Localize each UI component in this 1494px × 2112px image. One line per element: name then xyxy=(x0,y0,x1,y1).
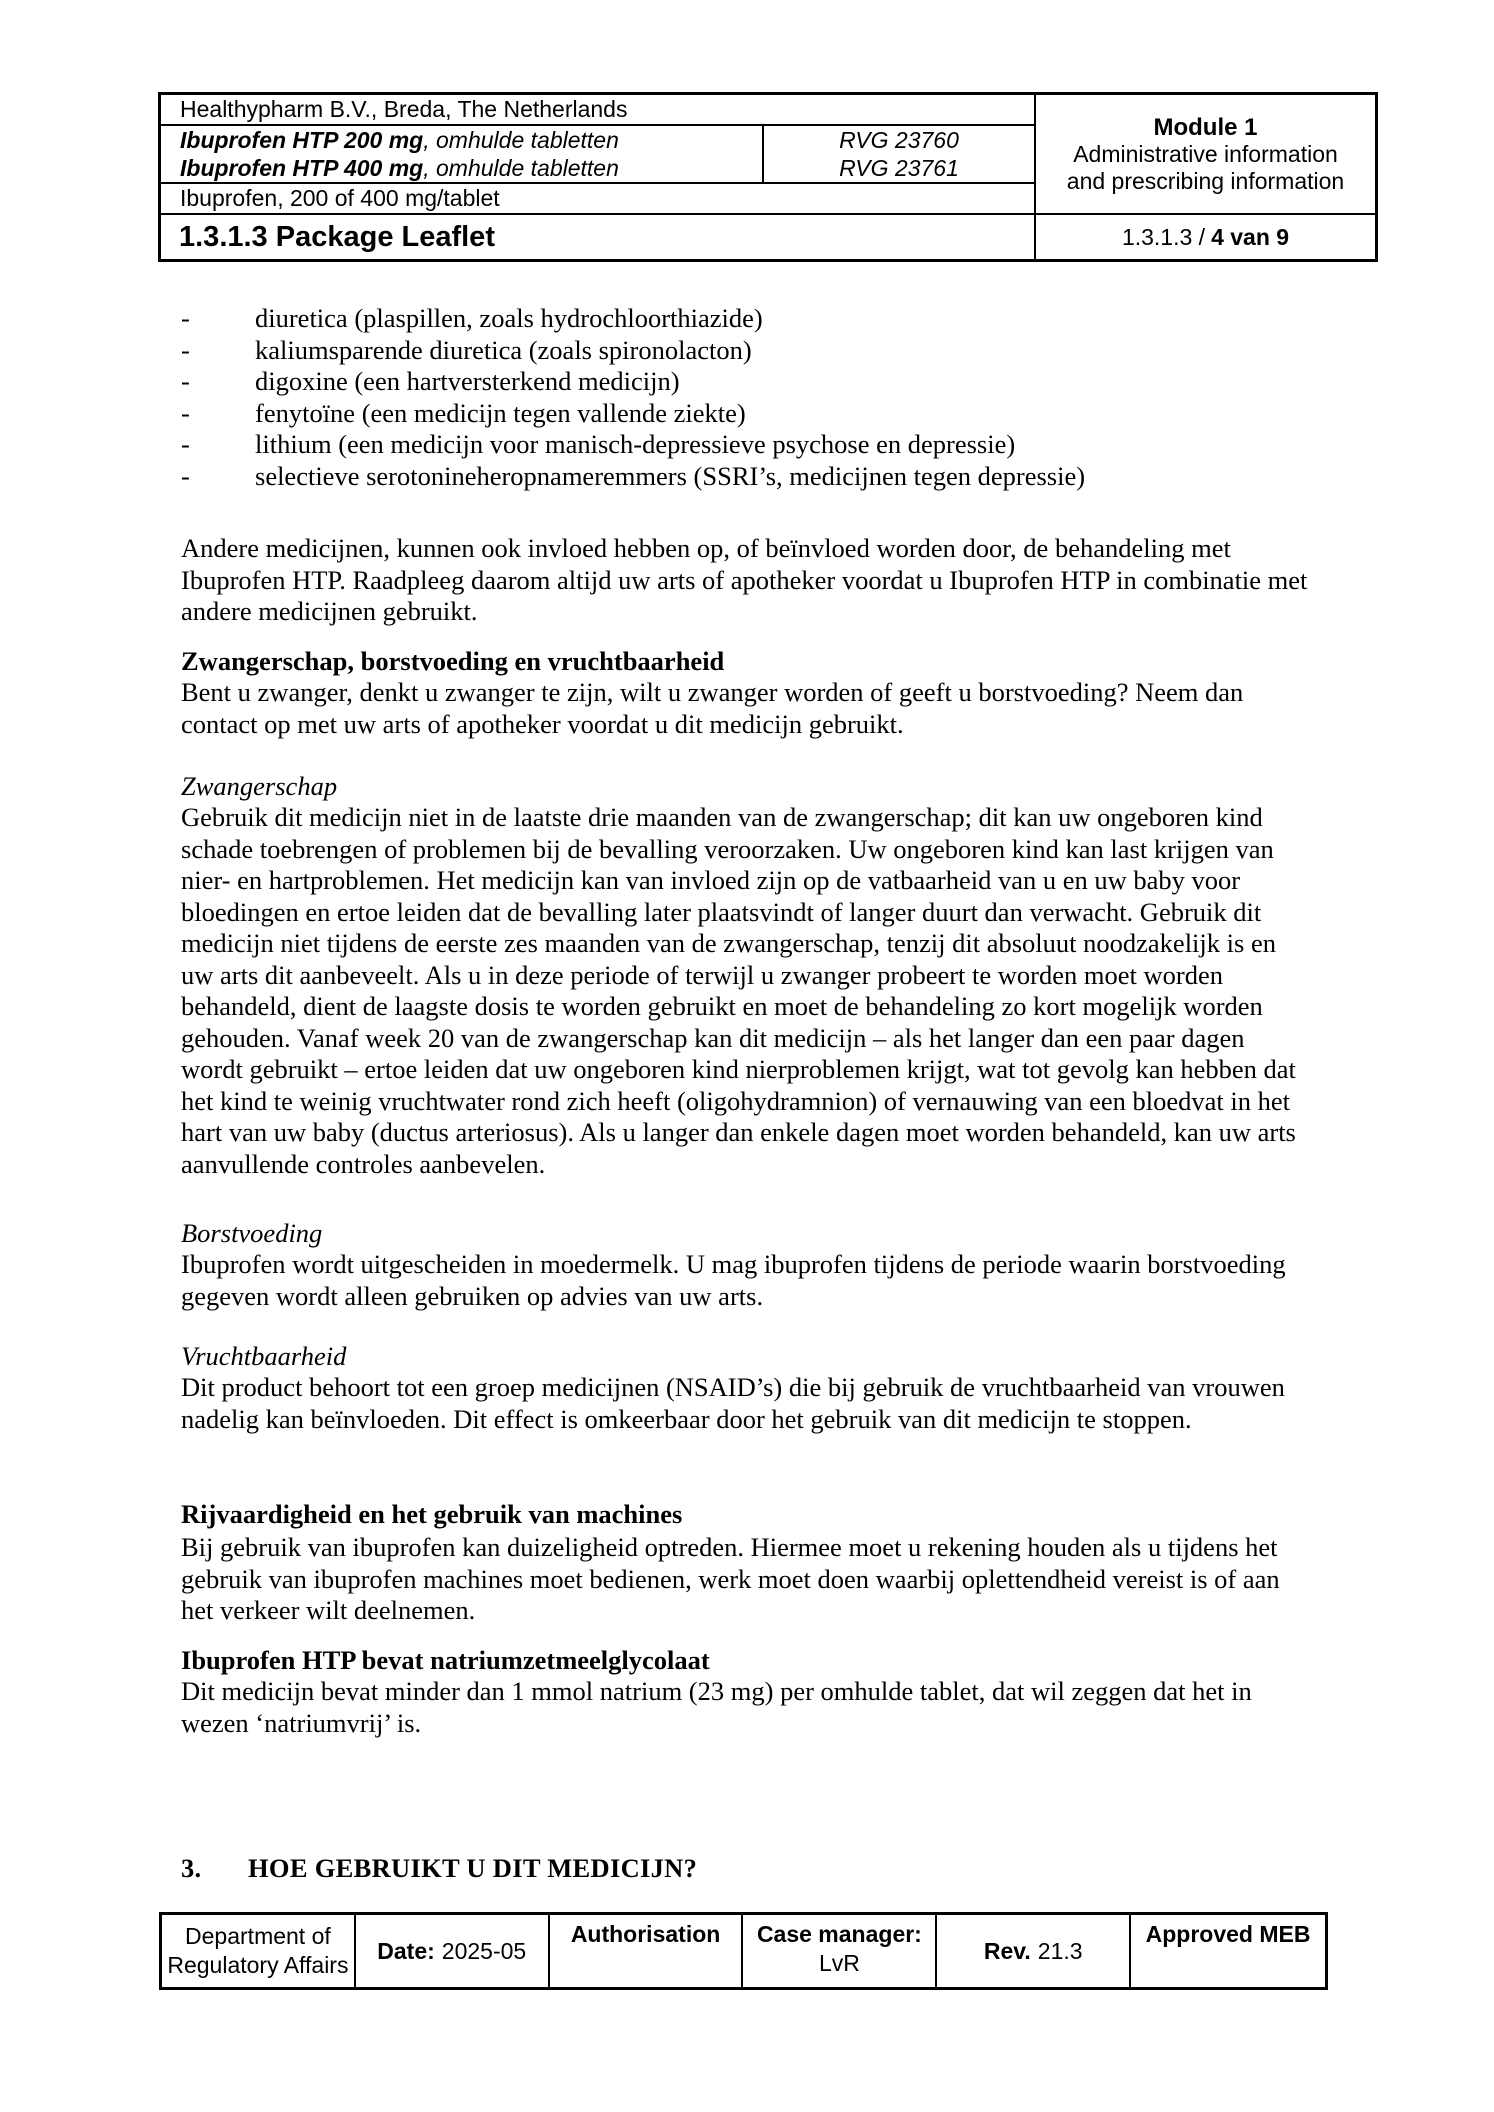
list-item-text: fenytoïne (een medicijn tegen vallende ziekte) xyxy=(255,397,746,428)
footer-date-cell xyxy=(356,1915,550,1987)
module-line1: Administrative information xyxy=(1073,140,1338,167)
footer-date-line xyxy=(377,1937,526,1966)
section-3-number: 3. xyxy=(181,1853,202,1883)
rvg-numbers-cell xyxy=(764,126,1036,184)
module-title: Module 1 xyxy=(1153,113,1258,141)
interaction-medicines-list xyxy=(181,303,1309,492)
product-names-cell xyxy=(161,126,764,184)
list-item-text: kaliumsparende diuretica (zoals spironolacton) xyxy=(255,334,752,365)
product2-name: Ibuprofen HTP 400 mg xyxy=(180,155,424,181)
list-item xyxy=(181,335,1309,367)
paragraph-borstvoeding: Ibuprofen wordt uitgescheiden in moedermelk. U mag ibuprofen tijdens de periode waarin borstvoeding gegeven wordt alleen gebruiken op advies van uw arts. xyxy=(181,1249,1286,1311)
list-dash: - xyxy=(181,303,190,333)
footer-department-cell xyxy=(162,1915,356,1987)
rvg-number-1: RVG 23760 xyxy=(839,127,959,153)
document-header-table xyxy=(158,92,1378,262)
paragraph-driving-machines: Bij gebruik van ibuprofen kan duizeligheid optreden. Hiermee moet u rekening houden als u tijdens het gebruik van ibuprofen machines moet bedienen, werk moet doen waarbij oplettendheid vereist is of aan het verkeer wilt deelnemen. xyxy=(181,1532,1280,1625)
authorisation-label: Authorisation xyxy=(570,1921,721,1947)
page-ref-prefix: 1.3.1.3 / xyxy=(1121,223,1206,250)
subheading-zwangerschap: Zwangerschap xyxy=(181,771,338,801)
list-item-text: selectieve serotonineheropnameremmers (SSRI’s, medicijnen tegen depressie) xyxy=(255,460,1086,491)
module-line2: and prescribing information xyxy=(1066,167,1345,194)
document-footer-table xyxy=(159,1912,1328,1990)
subheading-borstvoeding: Borstvoeding xyxy=(181,1218,323,1248)
product-line-2 xyxy=(180,154,762,182)
approved-label: Approved MEB xyxy=(1145,1921,1311,1947)
footer-approved-cell xyxy=(1131,1915,1325,1987)
date-value: 2025-05 xyxy=(441,1937,527,1964)
list-item xyxy=(181,303,1309,335)
case-manager-label: Case manager: xyxy=(756,1921,922,1947)
product1-name: Ibuprofen HTP 200 mg xyxy=(180,127,424,153)
product-line-1 xyxy=(180,126,762,154)
list-dash: - xyxy=(181,429,190,459)
paragraph-zwangerschap: Gebruik dit medicijn niet in de laatste drie maanden van de zwangerschap; dit kan uw ongeboren kind schade toebrengen of problemen bij de bevalling veroorzaken. Uw ongeboren kind kan last krijgen van nier- en hartproblemen. Het medicijn kan van invloed zijn op de vatbaarheid van u en uw baby voor bloedingen en ertoe leiden dat de bevalling later plaatsvindt of langer duurt dan verwacht. Gebruik dit medicijn niet tijdens de eerste zes maanden van de zwangerschap, tenzij dit absoluut noodzakelijk is en uw arts dit aanbeveelt. Als u in deze periode of terwijl u zwanger probeert te worden moet worden behandeld, dient de laagste dosis te worden gebruikt en moet de behandeling zo kort mogelijk worden gehouden. Vanaf week 20 van de zwangerschap kan dit medicijn – als het langer dan een paar dagen wordt gebruikt – ertoe leiden dat uw ongeboren kind nierproblemen krijgt, wat tot gevolg kan hebben dat het kind te weinig vruchtwater rond zich heeft (oligohydramnion) of vernauwing van een bloedvat in het hart van uw baby (ductus arteriosus). Als u langer dan enkele dagen moet worden behandeld, kan uw arts aanvullende controles aanbevelen. xyxy=(181,802,1296,1179)
rvg-number-2: RVG 23761 xyxy=(839,155,959,181)
product1-form: , omhulde tabletten xyxy=(423,127,619,153)
list-dash: - xyxy=(181,397,190,428)
subheading-vruchtbaarheid: Vruchtbaarheid xyxy=(181,1341,347,1371)
case-manager-value: LvR xyxy=(818,1950,860,1976)
product2-form: , omhulde tabletten xyxy=(423,155,619,181)
package-leaflet-row xyxy=(161,215,1036,259)
paragraph-pregnancy-intro: Bent u zwanger, denkt u zwanger te zijn, wilt u zwanger worden of geeft u borstvoeding? Neem dan contact op met uw arts of apotheker voordat u dit medicijn gebruikt. xyxy=(181,677,1244,739)
footer-rev-line xyxy=(984,1937,1083,1966)
list-item xyxy=(181,461,1309,493)
heading-driving-machines: Rijvaardigheid en het gebruik van machines xyxy=(181,1499,683,1529)
paragraph-other-medicines: Andere medicijnen, kunnen ook invloed hebben op, of beïnvloed worden door, de behandeling met Ibuprofen HTP. Raadpleeg daarom altijd uw arts of apotheker voordat u Ibuprofen HTP in combinatie met andere medicijnen gebruikt. xyxy=(181,533,1308,626)
company-cell xyxy=(161,95,1036,126)
heading-sodium-content: Ibuprofen HTP bevat natriumzetmeelglycolaat xyxy=(181,1645,710,1675)
list-item-text: lithium (een medicijn voor manisch-depressieve psychose en depressie) xyxy=(255,429,1016,459)
list-dash: - xyxy=(181,460,190,491)
list-item-text: digoxine (een hartversterkend medicijn) xyxy=(255,366,680,396)
substance-strength: Ibuprofen, 200 of 400 mg/tablet xyxy=(180,185,500,211)
list-dash: - xyxy=(181,334,190,365)
page-ref-cell xyxy=(1036,215,1375,259)
list-item-text: diuretica (plaspillen, zoals hydrochloorthiazide) xyxy=(255,303,763,333)
section-3-title: HOE GEBRUIKT U DIT MEDICIJN? xyxy=(248,1853,698,1883)
department-line1: Department of xyxy=(185,1923,331,1949)
rev-label: Rev. xyxy=(983,1937,1031,1964)
list-item xyxy=(181,429,1309,461)
substance-cell xyxy=(161,184,1036,215)
footer-case-manager-cell xyxy=(743,1915,937,1987)
heading-pregnancy-breastfeeding-fertility: Zwangerschap, borstvoeding en vruchtbaarheid xyxy=(181,646,725,676)
module-info-cell xyxy=(1036,95,1375,215)
list-dash: - xyxy=(181,366,190,396)
section-3-heading xyxy=(181,1853,1309,1885)
footer-revision-cell xyxy=(937,1915,1131,1987)
paragraph-vruchtbaarheid: Dit product behoort tot een groep medicijnen (NSAID’s) die bij gebruik de vruchtbaarheid van vrouwen nadelig kan beïnvloeden. Dit effect is omkeerbaar door het gebruik van dit medicijn te stoppen. xyxy=(181,1372,1285,1434)
date-label: Date: xyxy=(377,1937,435,1964)
list-item xyxy=(181,366,1309,398)
paragraph-sodium-content: Dit medicijn bevat minder dan 1 mmol natrium (23 mg) per omhulde tablet, dat wil zeggen dat het in wezen ‘natriumvrij’ is. xyxy=(181,1676,1252,1738)
company-name: Healthypharm B.V., Breda, The Netherlands xyxy=(180,96,628,122)
list-item xyxy=(181,398,1309,430)
package-leaflet-label: 1.3.1.3 Package Leaflet xyxy=(179,220,495,253)
department-line2: Regulatory Affairs xyxy=(167,1952,349,1978)
page-ref-page-number: 4 van 9 xyxy=(1211,223,1290,250)
footer-authorisation-cell xyxy=(550,1915,744,1987)
rev-value: 21.3 xyxy=(1037,1937,1083,1964)
